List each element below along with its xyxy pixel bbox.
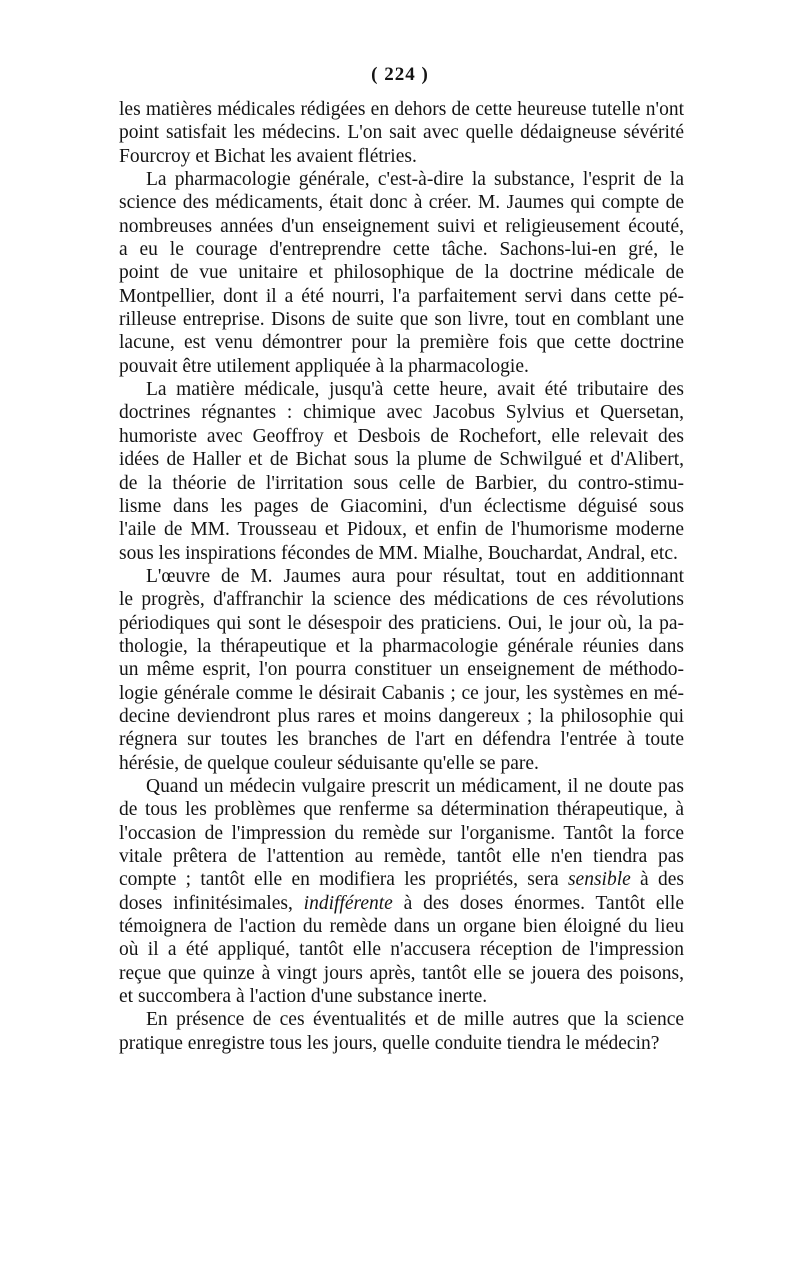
text-line: l'occasion de l'impression du remède sur l'organisme. Tantôt la force <box>119 822 684 844</box>
text-line: L'œuvre de M. Jaumes aura pour résultat, tout en additionnant <box>146 565 684 587</box>
text-line: doses infinitésimales, indifférente à des doses énormes. Tantôt elle <box>119 892 684 914</box>
text-line: les matières médicales rédigées en dehors de cette heureuse tutelle n'ont <box>119 99 684 120</box>
text-line: lacune, est venu démontrer pour la première fois que cette doctrine <box>119 332 684 354</box>
text-line: témoignera de l'action du remède dans un organe bien éloigné du lieu <box>119 916 684 938</box>
text-line: pratique enregistre tous les jours, quelle conduite tiendra le médecin? <box>119 1032 660 1054</box>
text-line: point satisfait les médecins. L'on sait avec quelle dédaigneuse sévérité <box>119 122 684 144</box>
text-line: le progrès, d'affranchir la science des médications de ces révolutions <box>119 589 684 611</box>
paragraph <box>119 168 684 378</box>
text-line: Fourcroy et Bichat les avaient flétries. <box>119 145 417 167</box>
text-line: reçue que quinze à vingt jours après, tantôt elle se jouera des poisons, <box>119 962 684 984</box>
text-line: Montpellier, dont il a été nourri, l'a parfaitement servi dans cette pé- <box>119 285 684 307</box>
text-line: humoriste avec Geoffroy et Desbois de Rochefort, elle relevait des <box>119 425 684 447</box>
text-line: La matière médicale, jusqu'à cette heure, avait été tributaire des <box>146 379 684 401</box>
text-line: périodiques qui sont le désespoir des praticiens. Oui, le jour où, la pa- <box>119 612 684 634</box>
text-line: Quand un médecin vulgaire prescrit un médicament, il ne doute pas <box>146 775 684 797</box>
text-line: point de vue unitaire et philosophique de la doctrine médicale de <box>119 262 684 284</box>
text-line: lisme dans les pages de Giacomini, d'un éclectisme déguisé sous <box>119 495 684 517</box>
text-line: sous les inspirations fécondes de MM. Mialhe, Bouchardat, Andral, etc. <box>119 542 678 564</box>
italic-term: indifférente <box>303 892 393 914</box>
text-line: et succombera à l'action d'une substance inerte. <box>119 986 488 1008</box>
text-line: La pharmacologie générale, c'est-à-dire la substance, l'esprit de la <box>146 169 684 191</box>
text-line: hérésie, de quelque couleur séduisante qu'elle se pare. <box>119 752 539 774</box>
text-line: pouvait être utilement appliquée à la pharmacologie. <box>119 355 529 377</box>
paragraph <box>119 98 684 168</box>
text-line: rilleuse entreprise. Disons de suite que son livre, tout en comblant une <box>119 309 684 331</box>
body-text <box>119 98 684 1055</box>
text-line: thologie, la thérapeutique et la pharmacologie générale réunies dans <box>119 635 684 657</box>
text-line: un même esprit, l'on pourra constituer un enseignement de méthodo- <box>119 659 684 681</box>
text-line: de la théorie de l'irritation sous celle de Barbier, du contro-stimu- <box>119 472 684 494</box>
italic-term: sensible <box>567 869 631 891</box>
text-line: a eu le courage d'entreprendre cette tâche. Sachons-lui-en gré, le <box>119 239 684 261</box>
text-line: idées de Haller et de Bichat sous la plume de Schwilgué et d'Alibert, <box>119 449 684 471</box>
text-line: l'aile de MM. Trousseau et Pidoux, et enfin de l'humorisme moderne <box>119 519 684 541</box>
text-line: logie générale comme le désirait Cabanis ; ce jour, les systèmes en mé- <box>119 682 684 704</box>
page-number: ( 224 ) <box>371 64 429 85</box>
text-line: vitale prêtera de l'attention au remède, tantôt elle n'en tiendra pas <box>119 846 684 867</box>
text-line: régnera sur toutes les branches de l'art en défendra l'entrée à toute <box>119 729 684 751</box>
text-line: doctrines régnantes : chimique avec Jacobus Sylvius et Quersetan, <box>119 402 684 424</box>
paragraph <box>119 775 684 1008</box>
text-line: decine deviendront plus rares et moins dangereux ; la philosophie qui <box>119 705 684 727</box>
paragraph <box>119 378 684 565</box>
text-line: où il a été appliqué, tantôt elle n'accusera réception de l'impression <box>119 939 684 961</box>
paragraph <box>119 1008 684 1055</box>
text-line: de tous les problèmes que renferme sa détermination thérapeutique, à <box>119 799 684 821</box>
text-line: En présence de ces éventualités et de mille autres que la science <box>146 1009 684 1031</box>
text-line: compte ; tantôt elle en modifiera les propriétés, sera sensible à des <box>119 869 684 891</box>
text-line: science des médicaments, était donc à créer. M. Jaumes qui compte de <box>119 192 684 214</box>
paragraph <box>119 565 684 775</box>
text-line: nombreuses années d'un enseignement suivi et religieusement écouté, <box>119 215 684 237</box>
